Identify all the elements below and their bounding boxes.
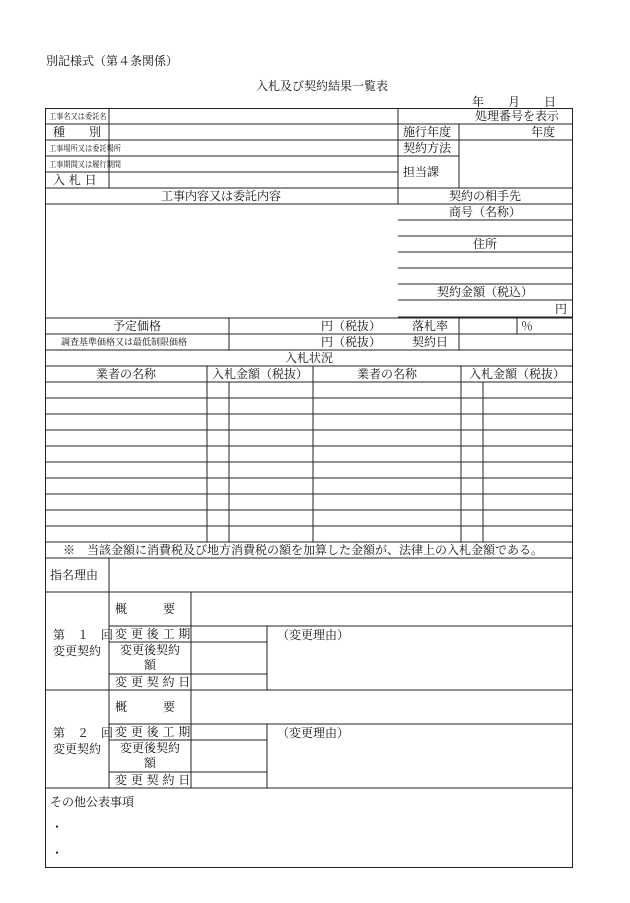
change2-label-line1: 第 ２ 回	[53, 726, 114, 740]
bid-col-amount-1: 入札金額（税抜）	[211, 367, 309, 381]
change1-label-line1: 第 １ 回	[53, 628, 114, 642]
naiyou-header: 工事内容又は委託内容	[160, 189, 282, 203]
change2-riyuu-label: （変更理由）	[277, 726, 350, 740]
yotei-yen-label: 円（税抜）	[321, 319, 382, 333]
kouji-mei-label: 工事名又は委託名	[49, 112, 107, 121]
form-reference: 別記様式（第４条関係）	[46, 54, 179, 68]
date-line: 年 月 日	[472, 95, 557, 109]
kingaku-label: 契約金額（税込）	[436, 285, 534, 299]
change1-keiyakubi-label: 変 更 契 約 日	[115, 675, 191, 689]
bid-header: 入札状況	[284, 351, 334, 365]
other-label: その他公表事項	[50, 795, 135, 809]
change2-kingaku-label-2: 額	[143, 756, 157, 770]
nyusatsu-bi-label: 入 札 日	[53, 173, 97, 187]
shori-bango-label: 処理番号を表示	[475, 109, 560, 123]
change1-gaiyou-label: 概 要	[115, 602, 176, 616]
keiyaku-bi-label: 契約日	[412, 335, 449, 349]
form-table	[45, 108, 573, 868]
kouji-basho-label: 工事場所又は委託場所	[49, 144, 121, 153]
chousa-yen-label: 円（税抜）	[321, 335, 382, 349]
change2-kingaku-label-1: 変更後契約	[119, 741, 181, 755]
bid-col-name-2: 業者の名称	[356, 367, 418, 381]
jusho-label: 住所	[472, 237, 498, 251]
change1-kingaku-label-2: 額	[143, 658, 157, 672]
change1-kouki-label: 変 更 後 工 期	[115, 627, 191, 641]
keiyaku-houhou-label: 契約方法	[403, 141, 452, 155]
shubetsu-label: 種 別	[53, 125, 102, 139]
other-bullet-2: ・	[51, 846, 64, 860]
sekou-nendo-label: 施行年度	[403, 125, 452, 139]
shimei-riyuu-label: 指名理由	[50, 568, 99, 582]
page-title: 入札及び契約結果一覧表	[256, 79, 389, 93]
shougou-label: 商号（名称）	[448, 205, 522, 219]
change1-riyuu-label: （変更理由）	[277, 628, 350, 642]
percent-label: ％	[521, 319, 534, 333]
nendo-label: 年度	[531, 125, 556, 139]
bid-col-name-1: 業者の名称	[95, 367, 157, 381]
aite-header: 契約の相手先	[448, 189, 522, 203]
change1-kingaku-label-1: 変更後契約	[119, 643, 181, 657]
tantouka-label: 担当課	[403, 165, 440, 179]
rakusatsu-ritsu-label: 落札率	[412, 319, 449, 333]
change1-label-line2: 変更契約	[53, 644, 102, 658]
yotei-kakaku-label: 予定価格	[112, 319, 162, 333]
yen-label: 円	[555, 302, 568, 316]
kouji-kikan-label: 工事期間又は履行期間	[49, 160, 121, 169]
change2-label-line2: 変更契約	[53, 742, 102, 756]
change2-keiyakubi-label: 変 更 契 約 日	[115, 773, 191, 787]
other-bullet-1: ・	[51, 820, 64, 834]
bid-col-amount-2: 入札金額（税抜）	[468, 367, 566, 381]
chousa-kijun-label: 調査基準価格又は最低制限価格	[61, 338, 188, 348]
change2-kouki-label: 変 更 後 工 期	[115, 725, 191, 739]
bid-note: ※ 当該金額に消費税及び地方消費税の額を加算した金額が、法律上の入札金額である。	[63, 543, 544, 557]
change2-gaiyou-label: 概 要	[115, 700, 176, 714]
